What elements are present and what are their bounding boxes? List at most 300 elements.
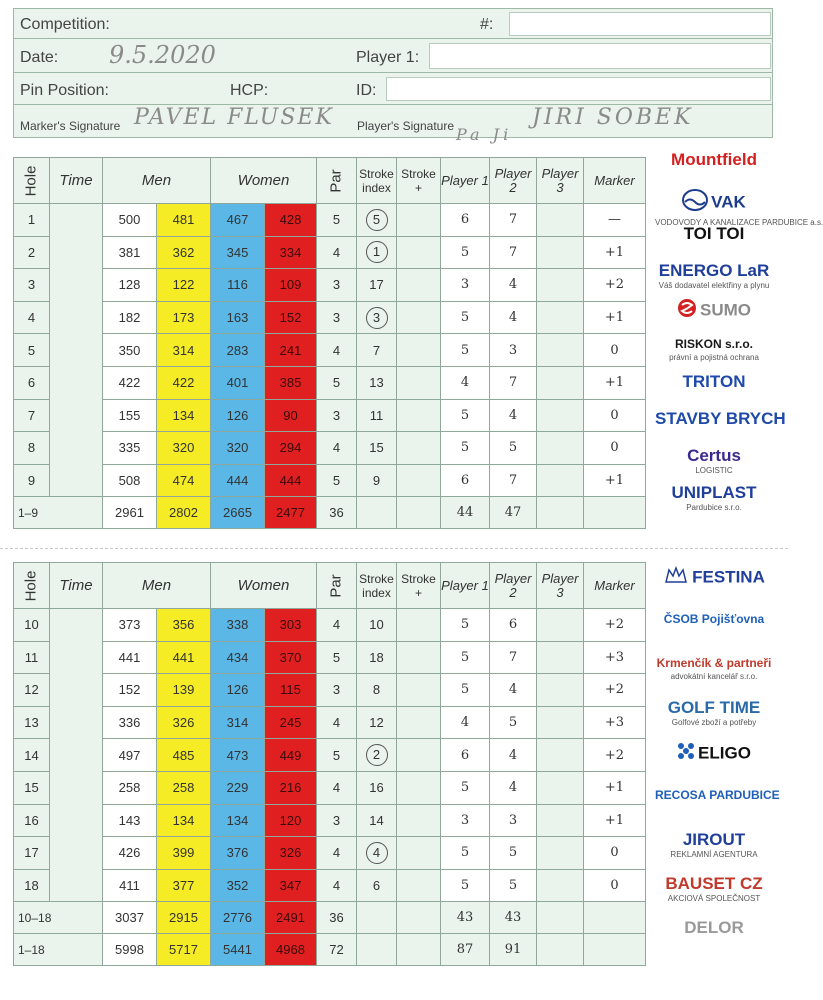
hole-number: 13: [14, 706, 50, 739]
player2-score[interactable]: 5: [490, 706, 537, 739]
stroke-index-text: 14: [369, 812, 384, 828]
player2-score[interactable]: 7: [490, 464, 537, 497]
par-value: 5: [317, 739, 357, 772]
player3-score[interactable]: [537, 674, 584, 707]
total-men-white: 2961: [103, 497, 157, 529]
hole-number: 9: [14, 464, 50, 497]
total-player3[interactable]: [537, 497, 584, 529]
sponsor-name: VAK: [711, 192, 746, 212]
stroke-index-value: [357, 609, 397, 642]
player1-score[interactable]: 5: [441, 674, 490, 707]
signature-row: [14, 105, 772, 144]
total-player1[interactable]: 44: [441, 497, 490, 529]
men-header: Men: [103, 563, 211, 609]
sponsor-name: BAUSET CZ: [665, 874, 763, 893]
sponsor-tagline: LOGISTIC: [695, 466, 733, 475]
back-header-row: [14, 563, 646, 609]
competition-label: Competition:: [20, 16, 110, 33]
men-white-tee: 500: [103, 204, 157, 237]
stroke-plus-cell[interactable]: [397, 739, 441, 772]
par-value: 4: [317, 236, 357, 269]
stroke-plus-cell[interactable]: [397, 804, 441, 837]
stroke-index-value: [357, 204, 397, 237]
marker-score[interactable]: +3: [584, 641, 646, 674]
women-red-tee: 90: [265, 399, 317, 432]
total-player2[interactable]: 91: [490, 934, 537, 966]
par-value: 4: [317, 771, 357, 804]
player2-score[interactable]: 6: [490, 609, 537, 642]
player1-score[interactable]: 3: [441, 804, 490, 837]
sponsor-logo: [655, 224, 773, 244]
stroke-index-text: 9: [372, 473, 381, 489]
sponsor-logo: [655, 698, 773, 727]
stroke-index-text: 3: [366, 307, 388, 329]
stroke-index-value: [357, 399, 397, 432]
total-men-yellow: 2915: [157, 902, 211, 934]
marker-score[interactable]: +1: [584, 301, 646, 334]
women-red-tee: 449: [265, 739, 317, 772]
player2-score[interactable]: 4: [490, 674, 537, 707]
hole-number: 6: [14, 366, 50, 399]
hole-row-3: [14, 269, 646, 302]
par-value: 5: [317, 204, 357, 237]
player3-header: Player 3: [537, 563, 584, 609]
men-yellow-tee: 326: [157, 706, 211, 739]
marker-score[interactable]: —: [584, 204, 646, 237]
stroke-index-value: [357, 269, 397, 302]
player3-score[interactable]: [537, 432, 584, 465]
sponsor-name: JIROUT: [682, 830, 746, 849]
stroke-index-text: 16: [369, 780, 384, 796]
player1-score[interactable]: 6: [441, 204, 490, 237]
total-women-red: 2477: [265, 497, 317, 529]
hole-row-13: [14, 706, 646, 739]
player1-score[interactable]: 5: [441, 334, 490, 367]
stroke-plus-cell[interactable]: [397, 366, 441, 399]
men-white-tee: 381: [103, 236, 157, 269]
sponsor-name: ENERGO LaR: [658, 261, 770, 280]
women-red-tee: 294: [265, 432, 317, 465]
par-value: 4: [317, 869, 357, 902]
stroke-index-value: [357, 334, 397, 367]
men-yellow-tee: 173: [157, 301, 211, 334]
total-men-white: 3037: [103, 902, 157, 934]
men-yellow-tee: 314: [157, 334, 211, 367]
marker-score[interactable]: +2: [584, 609, 646, 642]
men-white-tee: 426: [103, 837, 157, 870]
player1-score[interactable]: 5: [441, 236, 490, 269]
sponsor-logo: [655, 874, 773, 903]
crest-icon: [663, 566, 689, 589]
total-stroke-index: [357, 902, 397, 934]
sponsor-logo: [655, 150, 773, 170]
player3-score[interactable]: [537, 269, 584, 302]
women-blue-tee: 126: [211, 399, 265, 432]
par-value: 4: [317, 432, 357, 465]
men-yellow-tee: 139: [157, 674, 211, 707]
hole-number: 4: [14, 301, 50, 334]
men-white-tee: 143: [103, 804, 157, 837]
women-blue-tee: 320: [211, 432, 265, 465]
women-red-tee: 245: [265, 706, 317, 739]
player2-score[interactable]: 3: [490, 334, 537, 367]
stroke-plus-cell[interactable]: [397, 869, 441, 902]
men-yellow-tee: 134: [157, 804, 211, 837]
number-field[interactable]: [509, 12, 771, 36]
hole-number: 1: [14, 204, 50, 237]
back-body: [14, 609, 646, 966]
marker-signature[interactable]: PAVEL FLUSEK: [134, 105, 334, 130]
stroke-index-header: Stroke index: [357, 563, 397, 609]
men-white-tee: 422: [103, 366, 157, 399]
front-nine-table: [13, 157, 646, 529]
hole-row-8: [14, 432, 646, 465]
total-women-red: 2491: [265, 902, 317, 934]
player3-score[interactable]: [537, 301, 584, 334]
hole-number: 2: [14, 236, 50, 269]
id-field[interactable]: [386, 77, 771, 101]
hole-number: 16: [14, 804, 50, 837]
par-value: 3: [317, 399, 357, 432]
player3-score[interactable]: [537, 204, 584, 237]
marker-score[interactable]: +1: [584, 236, 646, 269]
stroke-index-value: [357, 739, 397, 772]
stroke-plus-cell[interactable]: [397, 837, 441, 870]
marker-score[interactable]: +3: [584, 706, 646, 739]
stroke-plus-cell[interactable]: [397, 334, 441, 367]
sponsor-tagline: AKCIOVÁ SPOLEČNOST: [667, 894, 761, 903]
par-value: 3: [317, 804, 357, 837]
stroke-index-value: [357, 366, 397, 399]
back-total-row: [14, 902, 646, 934]
total-player1[interactable]: 87: [441, 934, 490, 966]
hole-row-2: [14, 236, 646, 269]
player3-score[interactable]: [537, 804, 584, 837]
marker-score[interactable]: +1: [584, 464, 646, 497]
player3-score[interactable]: [537, 771, 584, 804]
marker-score[interactable]: +2: [584, 739, 646, 772]
hole-row-9: [14, 464, 646, 497]
stroke-plus-cell[interactable]: [397, 301, 441, 334]
swirl-icon: [677, 298, 697, 323]
sponsor-name: ČSOB Pojišťovna: [663, 611, 765, 626]
player1-score[interactable]: 5: [441, 432, 490, 465]
marker-score[interactable]: +2: [584, 269, 646, 302]
player2-score[interactable]: 5: [490, 837, 537, 870]
total-men-white: 5998: [103, 934, 157, 966]
marker-score[interactable]: 0: [584, 432, 646, 465]
player2-score[interactable]: 4: [490, 399, 537, 432]
total-women-red: 4968: [265, 934, 317, 966]
sponsor-tagline: VODOVODY A KANALIZACE PARDUBICE a.s.: [655, 218, 823, 227]
stroke-plus-cell[interactable]: [397, 706, 441, 739]
player1-score[interactable]: 5: [441, 301, 490, 334]
sponsor-logo: [655, 483, 773, 512]
tear-line: [0, 548, 788, 549]
stroke-plus-cell[interactable]: [397, 609, 441, 642]
sponsor-tagline: Váš dodavatel elektřiny a plynu: [658, 281, 770, 290]
stroke-plus-cell[interactable]: [397, 464, 441, 497]
stroke-index-text: 5: [366, 209, 388, 231]
stroke-index-text: 2: [366, 744, 388, 766]
stroke-plus-cell[interactable]: [397, 641, 441, 674]
women-red-tee: 347: [265, 869, 317, 902]
sponsor-tagline: Pardubice s.r.o.: [686, 503, 742, 512]
total-men-yellow: 5717: [157, 934, 211, 966]
sponsor-name: ELIGO: [698, 743, 751, 763]
sponsor-logo: [655, 372, 773, 392]
men-yellow-tee: 362: [157, 236, 211, 269]
sponsor-name: STAVBY BRYCH: [655, 409, 786, 428]
date-value[interactable]: 9.5.2020: [109, 41, 216, 69]
stroke-plus-cell[interactable]: [397, 236, 441, 269]
women-blue-tee: 116: [211, 269, 265, 302]
total-par: 36: [317, 497, 357, 529]
stroke-plus-cell[interactable]: [397, 204, 441, 237]
total-player1[interactable]: 43: [441, 902, 490, 934]
stroke-index-value: [357, 301, 397, 334]
player2-score[interactable]: 5: [490, 869, 537, 902]
stroke-index-text: 6: [372, 878, 381, 894]
player2-score[interactable]: 4: [490, 739, 537, 772]
marker-score[interactable]: 0: [584, 837, 646, 870]
player2-score[interactable]: 7: [490, 641, 537, 674]
stroke-index-value: [357, 236, 397, 269]
par-header: Par: [317, 563, 357, 609]
total-player3[interactable]: [537, 934, 584, 966]
hole-number: 10: [14, 609, 50, 642]
total-stroke-index: [357, 497, 397, 529]
women-red-tee: 109: [265, 269, 317, 302]
total-player3[interactable]: [537, 902, 584, 934]
player3-score[interactable]: [537, 706, 584, 739]
women-blue-tee: 376: [211, 837, 265, 870]
stroke-index-value: [357, 706, 397, 739]
player1-header: Player 1: [441, 158, 490, 204]
women-red-tee: 326: [265, 837, 317, 870]
player3-score[interactable]: [537, 366, 584, 399]
player1-field[interactable]: [429, 43, 771, 69]
player1-score[interactable]: 6: [441, 464, 490, 497]
player3-header: Player 3: [537, 158, 584, 204]
front-nine-card: [13, 157, 645, 529]
men-yellow-tee: 377: [157, 869, 211, 902]
stroke-plus-header: Stroke +: [397, 563, 441, 609]
women-blue-tee: 283: [211, 334, 265, 367]
hole-number: 3: [14, 269, 50, 302]
pin-row: [14, 73, 772, 105]
sponsor-logo: [655, 298, 773, 323]
player2-score[interactable]: 7: [490, 204, 537, 237]
player1-header: Player 1: [441, 563, 490, 609]
player3-score[interactable]: [537, 739, 584, 772]
player1-score[interactable]: 4: [441, 366, 490, 399]
player3-score[interactable]: [537, 869, 584, 902]
women-blue-tee: 126: [211, 674, 265, 707]
stroke-index-text: 18: [369, 649, 384, 665]
stroke-index-text: 8: [372, 682, 381, 698]
wave-icon: [682, 187, 708, 218]
total-label: 10–18: [14, 902, 103, 934]
total-men-yellow: 2802: [157, 497, 211, 529]
stroke-plus-cell[interactable]: [397, 432, 441, 465]
player1-score[interactable]: 4: [441, 706, 490, 739]
player3-score[interactable]: [537, 641, 584, 674]
women-red-tee: 444: [265, 464, 317, 497]
player2-score[interactable]: 7: [490, 366, 537, 399]
stroke-plus-cell[interactable]: [397, 399, 441, 432]
women-blue-tee: 434: [211, 641, 265, 674]
total-par: 72: [317, 934, 357, 966]
player1-score[interactable]: 5: [441, 399, 490, 432]
stroke-index-text: 1: [366, 241, 388, 263]
sponsor-logo: [655, 742, 773, 765]
marker-header: Marker: [584, 563, 646, 609]
player1-score[interactable]: 5: [441, 641, 490, 674]
sponsor-name: Mountfield: [671, 150, 757, 169]
women-blue-tee: 401: [211, 366, 265, 399]
men-white-tee: 350: [103, 334, 157, 367]
stroke-plus-cell[interactable]: [397, 269, 441, 302]
marker-score[interactable]: +1: [584, 366, 646, 399]
men-header: Men: [103, 158, 211, 204]
sponsor-logo: [655, 566, 773, 589]
back-nine-table: [13, 562, 646, 966]
women-blue-tee: 163: [211, 301, 265, 334]
women-blue-tee: 229: [211, 771, 265, 804]
hole-row-15: [14, 771, 646, 804]
total-label: 1–9: [14, 497, 103, 529]
men-white-tee: 373: [103, 609, 157, 642]
time-cell[interactable]: [50, 204, 103, 497]
sponsor-logo: [655, 610, 773, 628]
marker-score[interactable]: +1: [584, 804, 646, 837]
total-women-blue: 2776: [211, 902, 265, 934]
id-label: ID:: [356, 82, 377, 99]
total-stroke-plus: [397, 497, 441, 529]
player2-score[interactable]: 3: [490, 804, 537, 837]
women-red-tee: 370: [265, 641, 317, 674]
player3-score[interactable]: [537, 399, 584, 432]
total-marker[interactable]: [584, 934, 646, 966]
stroke-index-text: 4: [366, 842, 388, 864]
women-red-tee: 216: [265, 771, 317, 804]
time-header: Time: [50, 158, 103, 204]
total-player2[interactable]: 47: [490, 497, 537, 529]
women-blue-tee: 467: [211, 204, 265, 237]
sponsor-name: DELOR: [684, 918, 744, 937]
player1-score[interactable]: 5: [441, 771, 490, 804]
player2-score[interactable]: 4: [490, 301, 537, 334]
par-value: 4: [317, 334, 357, 367]
total-player2[interactable]: 43: [490, 902, 537, 934]
hole-number: 5: [14, 334, 50, 367]
marker-score[interactable]: 0: [584, 869, 646, 902]
player3-score[interactable]: [537, 837, 584, 870]
player3-score[interactable]: [537, 609, 584, 642]
stroke-plus-cell[interactable]: [397, 674, 441, 707]
player1-score[interactable]: 6: [441, 739, 490, 772]
stroke-index-text: 17: [369, 277, 384, 293]
par-value: 5: [317, 464, 357, 497]
stroke-index-text: 11: [369, 407, 384, 423]
player2-header: Player 2: [490, 158, 537, 204]
hole-row-7: [14, 399, 646, 432]
stroke-index-text: 12: [369, 715, 384, 731]
player1-score[interactable]: 5: [441, 609, 490, 642]
women-red-tee: 334: [265, 236, 317, 269]
player1-score[interactable]: 5: [441, 869, 490, 902]
time-cell[interactable]: [50, 609, 103, 902]
hole-number: 11: [14, 641, 50, 674]
men-yellow-tee: 474: [157, 464, 211, 497]
competition-row: [14, 9, 772, 39]
player1-score[interactable]: 3: [441, 269, 490, 302]
stroke-index-value: [357, 837, 397, 870]
marker-score[interactable]: 0: [584, 399, 646, 432]
front-header-row: [14, 158, 646, 204]
stroke-index-value: [357, 771, 397, 804]
player2-score[interactable]: 7: [490, 236, 537, 269]
time-header: Time: [50, 563, 103, 609]
player1-label: Player 1:: [356, 49, 420, 66]
total-marker[interactable]: [584, 497, 646, 529]
stroke-plus-header: Stroke +: [397, 158, 441, 204]
men-yellow-tee: 422: [157, 366, 211, 399]
men-yellow-tee: 485: [157, 739, 211, 772]
stroke-index-text: 13: [369, 375, 384, 391]
player2-score[interactable]: 4: [490, 269, 537, 302]
men-yellow-tee: 356: [157, 609, 211, 642]
sponsor-tagline: REKLAMNÍ AGENTURA: [670, 850, 758, 859]
hole-row-17: [14, 837, 646, 870]
sponsor-logo: [655, 187, 823, 227]
marker-score[interactable]: 0: [584, 334, 646, 367]
player-signature[interactable]: JIRI SOBEK: [532, 105, 694, 130]
hole-row-1: [14, 204, 646, 237]
hole-row-12: [14, 674, 646, 707]
men-white-tee: 128: [103, 269, 157, 302]
hcp-label: HCP:: [230, 82, 269, 99]
women-blue-tee: 134: [211, 804, 265, 837]
sponsor-name: UNIPLAST: [671, 483, 757, 502]
player3-score[interactable]: [537, 236, 584, 269]
total-marker[interactable]: [584, 902, 646, 934]
player1-score[interactable]: 5: [441, 837, 490, 870]
marker-score[interactable]: +2: [584, 674, 646, 707]
sponsor-name: Krmenčík & partneři: [656, 655, 772, 670]
men-yellow-tee: 122: [157, 269, 211, 302]
sponsor-logo: [655, 830, 773, 859]
player2-score[interactable]: 4: [490, 771, 537, 804]
sponsor-logo: [655, 409, 786, 429]
sponsor-tagline: advokátní kancelář s.r.o.: [670, 672, 758, 681]
sponsor-name: SUMO: [700, 300, 751, 320]
back-nine-card: [13, 562, 645, 966]
player3-score[interactable]: [537, 464, 584, 497]
par-value: 5: [317, 641, 357, 674]
player3-score[interactable]: [537, 334, 584, 367]
women-red-tee: 428: [265, 204, 317, 237]
sponsor-name: TRITON: [682, 372, 746, 391]
stroke-plus-cell[interactable]: [397, 771, 441, 804]
player2-score[interactable]: 5: [490, 432, 537, 465]
men-yellow-tee: 399: [157, 837, 211, 870]
marker-score[interactable]: +1: [584, 771, 646, 804]
stroke-index-value: [357, 804, 397, 837]
sponsor-logo: [655, 446, 773, 475]
stroke-index-text: 10: [369, 617, 384, 633]
